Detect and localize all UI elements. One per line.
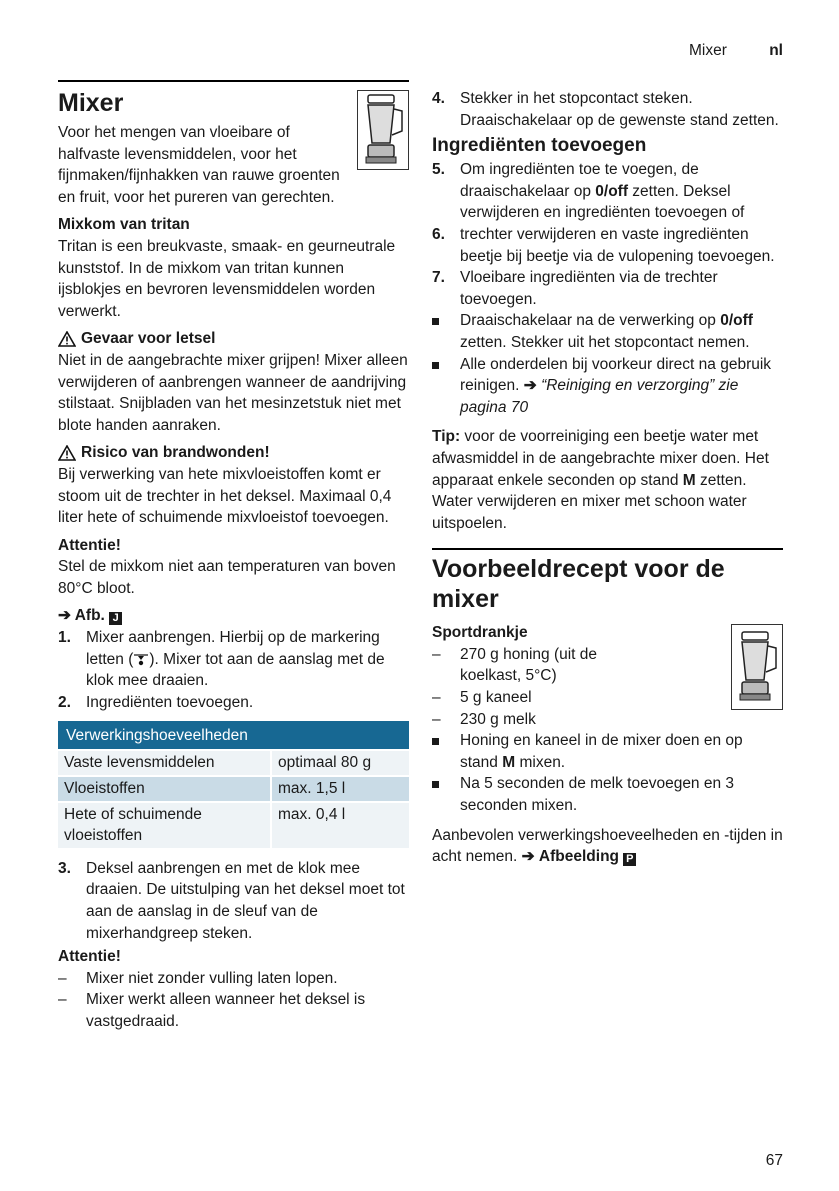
section-title: Mixer (58, 89, 124, 117)
tip-paragraph: Tip: voor de voorreiniging een beetje water met afwasmiddel in de aangebrachte mixer doen. Het apparaat enkele seconden op stand M zetten. Water verwijderen en mixer met schoon water uitspoelen. (432, 428, 769, 532)
figure-reference: ➔ Afb. J (58, 605, 409, 627)
attention-text: Stel de mixkom niet aan temperaturen van boven 80°C bloot. (58, 558, 396, 597)
tritan-text: Tritan is een breukvaste, smaak- en geurneutrale kunststof. In de mixkom van tritan kunnen ijsblokjes en bevroren levensmiddelen worden verwerkt. (58, 237, 396, 320)
figure-letter: P (623, 853, 636, 866)
list-item: Alle onderdelen bij voorkeur direct na gebruik reinigen. ➔ “Reiniging en verzorging” zie pagina 70 (432, 354, 783, 419)
blender-icon (357, 90, 409, 170)
list-item: – Mixer werkt alleen wanneer het deksel is vastgedraaid. (58, 991, 366, 1030)
page-reference-link[interactable]: “Reiniging en verzorging” zie pagina 70 (460, 377, 739, 416)
section-rule (58, 80, 409, 82)
arrow-right-icon: ➔ (58, 607, 71, 625)
step-2: 2. Ingrediënten toevoegen. (58, 693, 254, 711)
running-header (689, 40, 783, 62)
section-rule (432, 548, 783, 550)
warning-triangle-icon (58, 445, 76, 461)
intro-text: Voor het mengen van vloeibare of halfvaste levensmiddelen, voor het fijnmaken/fijnhakken van rauwe groenten en fruit, voor het pureren van gerechten. (58, 124, 340, 206)
ingredient-item: – 5 g kaneel (432, 689, 532, 707)
header-section: Mixer (689, 42, 727, 59)
step-4: 4. Stekker in het stopcontact steken. Draaischakelaar op de gewenste stand zetten. (432, 90, 779, 129)
ingredient-item: – 230 g melk (432, 710, 536, 728)
list-item: – Mixer niet zonder vulling laten lopen. (58, 969, 338, 987)
warning-burn-heading: Risico van brandwonden! (58, 442, 409, 464)
list-item: Draaischakelaar na de verwerking op 0/off zetten. Stekker uit het stopcontact nemen. (432, 310, 783, 353)
table-row: Vaste levensmiddelen optimaal 80 g (58, 750, 409, 776)
tritan-heading: Mixkom van tritan (58, 216, 190, 234)
warning-burn-text: Bij verwerking van hete mixvloeistoffen komt er stoom uit de trechter in het deksel. Maximaal 0,4 liter hete of schuimende mixvloeistof toevoegen. (58, 465, 392, 527)
arrow-right-icon: ➔ (523, 377, 537, 395)
warning-injury-heading: Gevaar voor letsel (58, 328, 409, 350)
arrow-right-icon: ➔ (521, 848, 535, 866)
header-language: nl (769, 42, 783, 59)
step-3: 3. Deksel aanbrengen en met de klok mee draaien. De uitstulping van het deksel moet tot aan de aanslag in de sleuf van de mixerhandgreep steken. (58, 859, 405, 942)
step-7: 7. Vloeibare ingrediënten via de trechter toevoegen. (432, 269, 718, 308)
table-header: Verwerkingshoeveelheden (58, 721, 409, 750)
attention-heading: Attentie! (58, 536, 121, 554)
recipe-subtitle: Sportdrankje (432, 624, 528, 642)
attention-heading-2: Attentie! (58, 948, 121, 966)
ingredient-item: – 270 g honing (uit de koelkast, 5°C) (432, 645, 598, 685)
step-1: 1. Mixer aanbrengen. Hierbij op de markering letten ( ). Mixer tot aan de aanslag met de klok mee draaien. (58, 629, 385, 690)
table-row: Vloeistoffen max. 1,5 l (58, 776, 409, 802)
list-item: Na 5 seconden de melk toevoegen en 3 seconden mixen. (432, 773, 783, 816)
step-6: 6. trechter verwijderen en vaste ingrediënten beetje bij beetje via de vulopening toevoegen. (432, 225, 775, 265)
warning-triangle-icon (58, 331, 76, 347)
left-column (58, 80, 409, 1033)
ingredients-heading: Ingrediënten toevoegen (432, 135, 647, 157)
final-note: Aanbevolen verwerkingshoeveelheden en -tijden in acht nemen. ➔ Afbeelding P (432, 825, 783, 868)
right-column (432, 80, 783, 874)
page-number: 67 (765, 1152, 783, 1169)
warning-injury-text: Niet in de aangebrachte mixer grijpen! Mixer alleen verwijderen of aanbrengen wanneer de aandrijving stilstaat. Snijbladen van het mesinzetstuk niet met blote handen aanraken. (58, 351, 408, 434)
blender-icon (731, 624, 783, 710)
marker-icon (133, 652, 149, 666)
table-row: Hete of schuimende vloeistoffen max. 0,4 l (58, 802, 409, 848)
step-5: 5. Om ingrediënten toe te voegen, de draaischakelaar op 0/off zetten. Deksel verwijderen en ingrediënten toevoegen of (432, 161, 745, 222)
recipe-title: Voorbeeldrecept voor de mixer (432, 555, 725, 614)
quantities-table (58, 721, 409, 847)
figure-letter: J (109, 612, 122, 625)
list-item: Honing en kaneel in de mixer doen en op stand M mixen. (432, 730, 783, 773)
